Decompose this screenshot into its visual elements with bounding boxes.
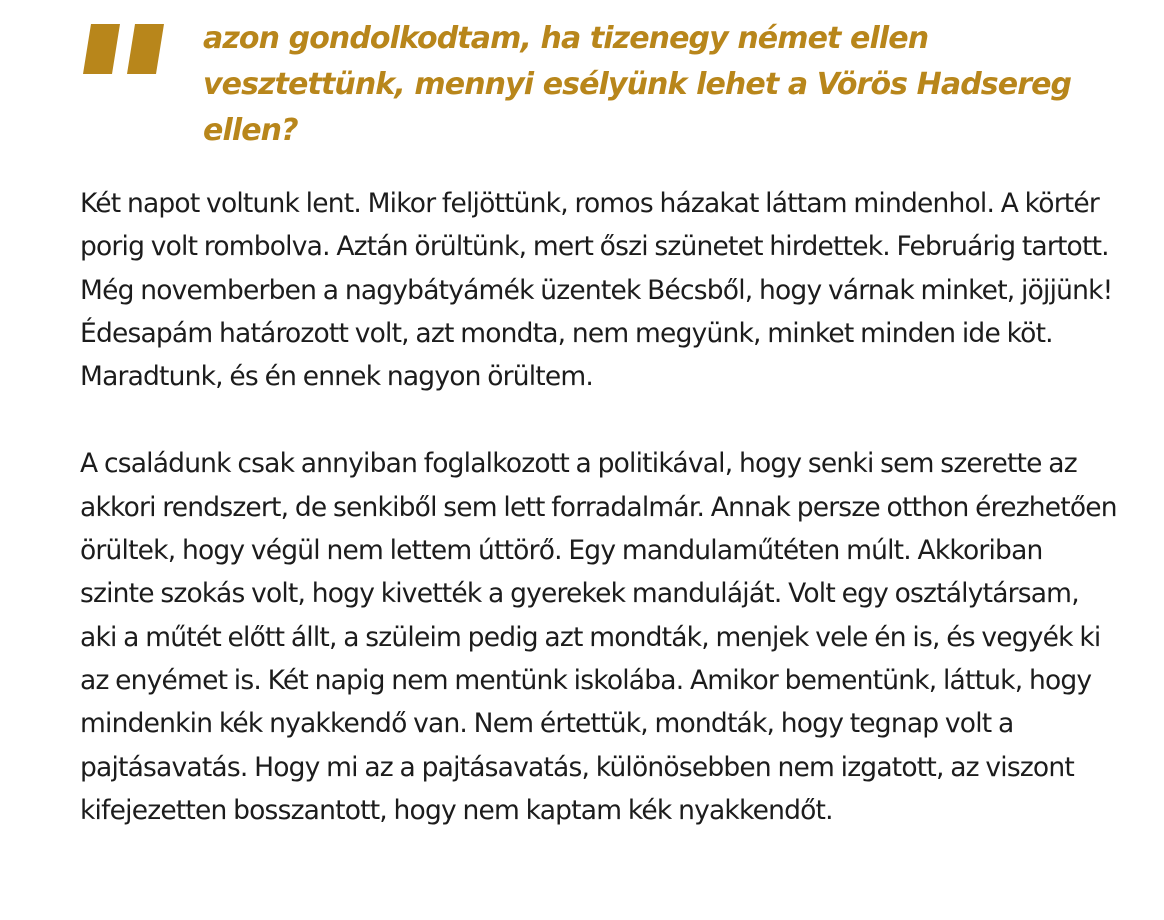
article-paragraph: Két napot voltunk lent. Mikor feljöttünk, romos házakat láttam mindenhol. A körtér porig volt rombolva. Aztán örültünk, mert őszi szünetet hirdettek. Februárig tartott. Még novemberben a nagybátyámék üzentek Bécsből, hogy várnak minket, jöjjünk! Édesapám határozott volt, azt mondta, nem megyünk, minket minden ide köt. Maradtunk, és én ennek nagyon örültem. (80, 188, 1113, 393)
article-body (80, 182, 1120, 832)
article-paragraph: A családunk csak annyiban foglalkozott a politikával, hogy senki sem szerette az akkori rendszert, de senkiből sem lett forradalmár. Annak persze otthon érezhetően örültek, hogy végül nem lettem úttörő. Egy mandulaműtéten múlt. Akkoriban szinte szokás volt, hogy kivették a gyerekek manduláját. Volt egy osztálytársam, aki a műtét előtt állt, a szüleim pedig azt mondták, menjek vele én is, és vegyék ki az enyémet is. Két napig nem mentünk iskolába. Amikor bementünk, láttuk, hogy mindenkin kék nyakkendő van. Nem értettük, mondták, hogy tegnap volt a pajtásavatás. Hogy mi az a pajtásavatás, különösebben nem izgatott, az viszont kifejezetten bosszantott, hogy nem kaptam kék nyakkendőt. (80, 448, 1117, 826)
pull-quote-text: azon gondolkodtam, ha tizenegy német ellen vesztettünk, mennyi esélyünk lehet a Vörös Hadsereg ellen? (203, 21, 1072, 148)
quotation-mark-icon (80, 24, 170, 74)
